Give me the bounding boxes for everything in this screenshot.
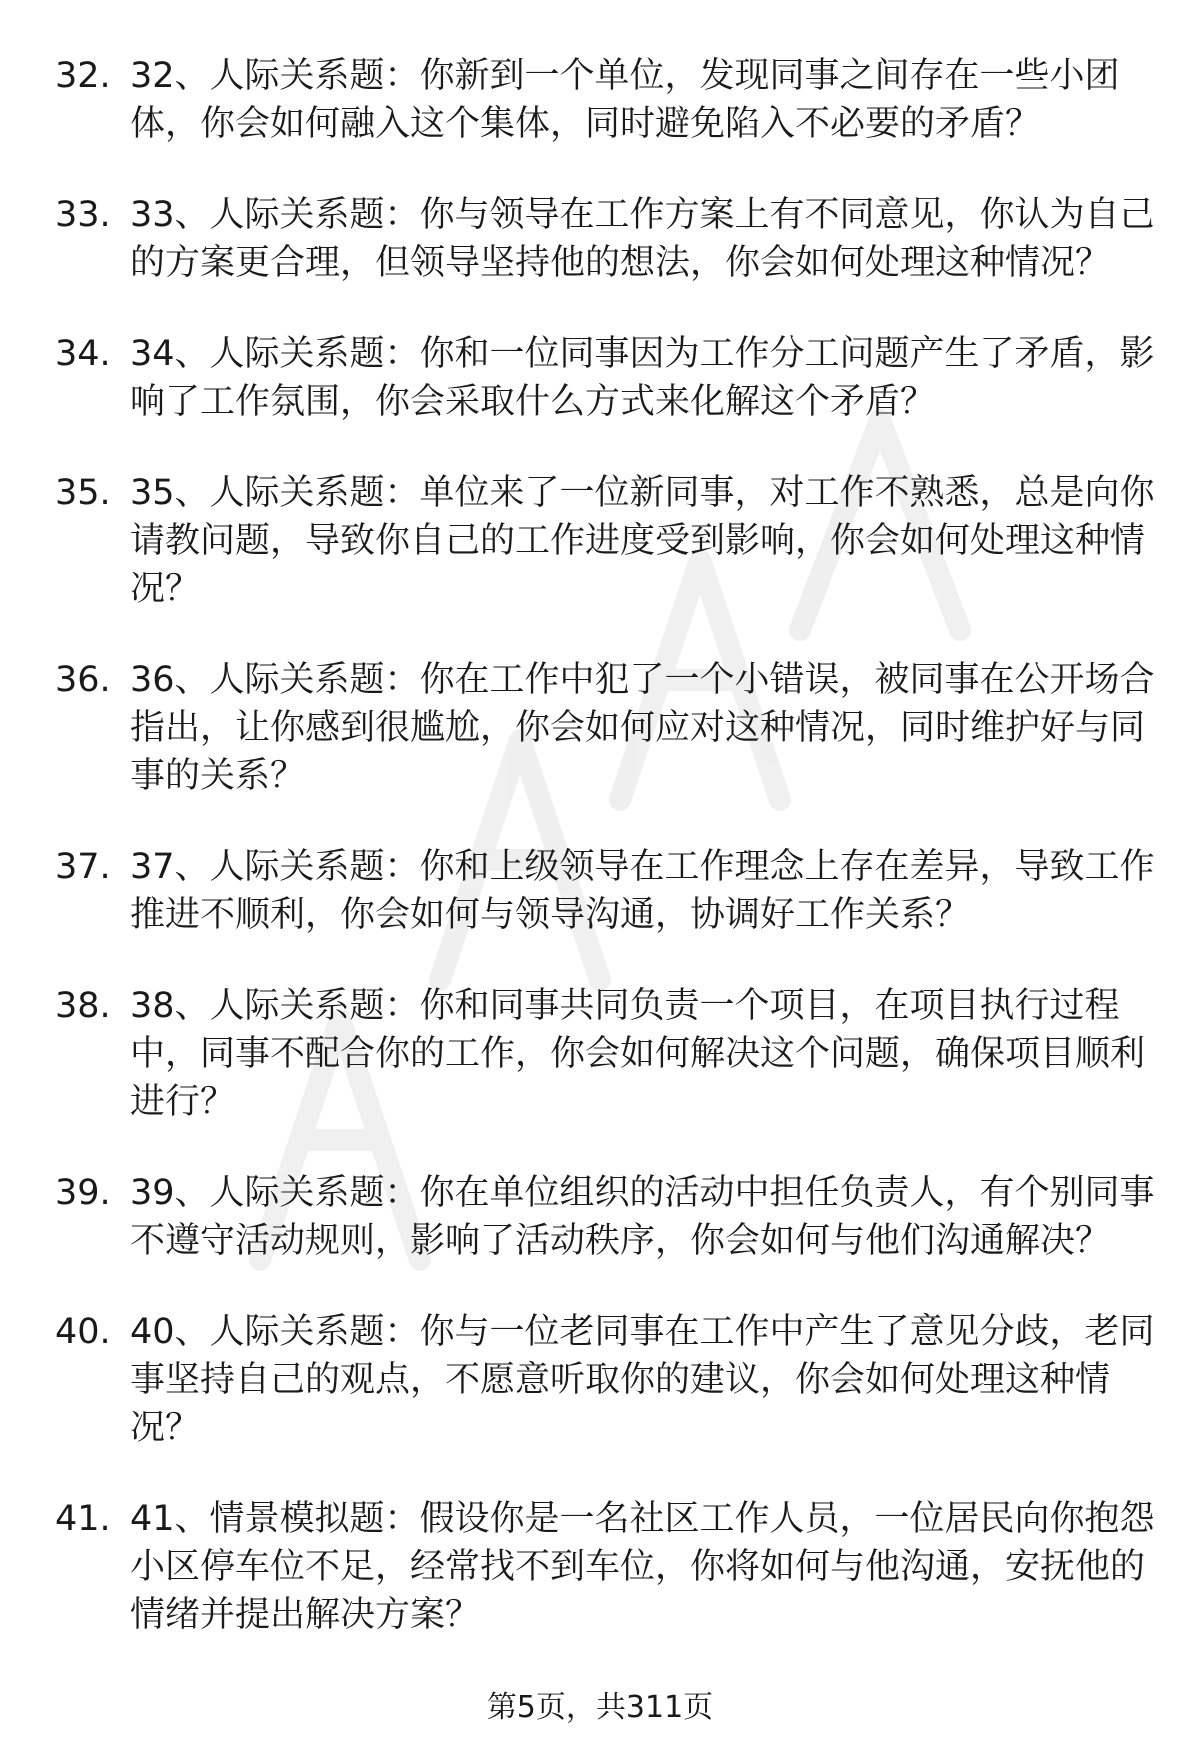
question-number: 35. bbox=[55, 473, 111, 513]
question-text: 32、人际关系题：你新到一个单位，发现同事之间存在一些小团体，你会如何融入这个集体，同时避免陷入不必要的矛盾？ bbox=[130, 56, 1120, 144]
list-item bbox=[0, 982, 1200, 1126]
list-item bbox=[0, 1495, 1200, 1639]
question-text: 36、人际关系题：你在工作中犯了一个小错误，被同事在公开场合指出，让你感到很尴尬，你会如何应对这种情况，同时维护好与同事的关系？ bbox=[130, 660, 1155, 796]
question-text: 39、人际关系题：你在单位组织的活动中担任负责人，有个别同事不遵守活动规则，影响了活动秩序，你会如何与他们沟通解决？ bbox=[130, 1173, 1155, 1261]
question-text: 40、人际关系题：你与一位老同事在工作中产生了意见分歧，老同事坚持自己的观点，不愿意听取你的建议，你会如何处理这种情况？ bbox=[130, 1312, 1155, 1448]
question-text: 38、人际关系题：你和同事共同负责一个项目，在项目执行过程中，同事不配合你的工作，你会如何解决这个问题，确保项目顺利进行？ bbox=[130, 986, 1146, 1122]
question-number: 38. bbox=[55, 986, 111, 1026]
question-text: 37、人际关系题：你和上级领导在工作理念上存在差异，导致工作推进不顺利，你会如何与领导沟通，协调好工作关系？ bbox=[130, 847, 1155, 935]
question-number: 33. bbox=[55, 195, 111, 235]
list-item bbox=[0, 191, 1200, 287]
list-item bbox=[0, 52, 1200, 148]
question-text: 33、人际关系题：你与领导在工作方案上有不同意见，你认为自己的方案更合理，但领导坚持他的想法，你会如何处理这种情况？ bbox=[130, 195, 1155, 283]
question-list bbox=[0, 52, 1200, 1682]
question-text: 34、人际关系题：你和一位同事因为工作分工问题产生了矛盾，影响了工作氛围，你会采取什么方式来化解这个矛盾？ bbox=[130, 334, 1155, 422]
question-number: 32. bbox=[55, 56, 111, 96]
question-number: 34. bbox=[55, 334, 111, 374]
list-item bbox=[0, 469, 1200, 613]
page-footer: 第5页，共311页 bbox=[486, 1690, 714, 1725]
question-number: 36. bbox=[55, 660, 111, 700]
question-number: 37. bbox=[55, 847, 111, 887]
question-text: 35、人际关系题：单位来了一位新同事，对工作不熟悉，总是向你请教问题，导致你自己的工作进度受到影响，你会如何处理这种情况？ bbox=[130, 473, 1155, 609]
list-item bbox=[0, 330, 1200, 426]
question-number: 39. bbox=[55, 1173, 111, 1213]
question-number: 41. bbox=[55, 1499, 111, 1539]
list-item bbox=[0, 656, 1200, 800]
question-number: 40. bbox=[55, 1312, 111, 1352]
question-text: 41、情景模拟题：假设你是一名社区工作人员，一位居民向你抱怨小区停车位不足，经常找不到车位，你将如何与他沟通，安抚他的情绪并提出解决方案？ bbox=[130, 1499, 1155, 1635]
list-item bbox=[0, 1169, 1200, 1265]
list-item bbox=[0, 1308, 1200, 1452]
list-item bbox=[0, 843, 1200, 939]
